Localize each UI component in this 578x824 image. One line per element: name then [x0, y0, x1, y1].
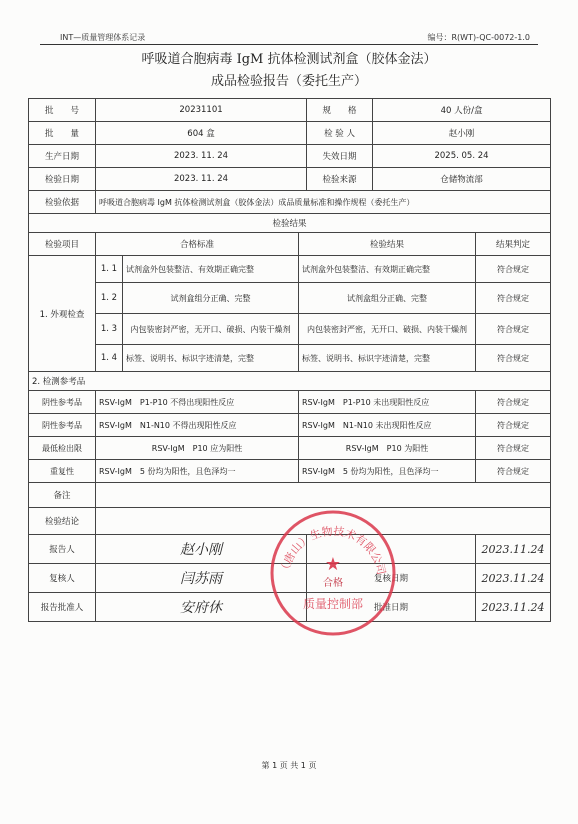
appearance-standard: 试剂盒外包装整洁、有效期正确完整	[123, 256, 299, 283]
row-ref-section	[29, 372, 551, 391]
approve-date-label: 批准日期	[307, 593, 476, 622]
ref-judgement: 符合规定	[476, 460, 551, 483]
col-header-item: 检验项目	[29, 233, 96, 256]
prod-date-label: 生产日期	[29, 145, 96, 168]
batch-value: 20231101	[96, 99, 307, 122]
ref-row	[29, 391, 551, 414]
appearance-judgement: 符合规定	[476, 283, 551, 314]
ref-item: 最低检出限	[29, 437, 96, 460]
appearance-row	[29, 283, 551, 314]
ref-item: 阴性参考品	[29, 414, 96, 437]
document-number: 编号：R(WT)-QC-0072-1.0	[427, 33, 530, 42]
test-date-label: 检验日期	[29, 168, 96, 191]
expiry-label: 失效日期	[307, 145, 373, 168]
batch-label: 批 号	[29, 99, 96, 122]
appearance-standard: 试剂盒组分正确、完整	[123, 283, 299, 314]
appearance-result: 试剂盒组分正确、完整	[299, 283, 476, 314]
qty-label: 批 量	[29, 122, 96, 145]
row-results-header	[29, 233, 551, 256]
approve-date: 2023.11.24	[476, 593, 551, 622]
ref-result: RSV-IgM P1-P10 未出现阳性反应	[299, 391, 476, 414]
appearance-no: 1. 3	[96, 314, 123, 345]
row-results-title	[29, 214, 551, 233]
results-title: 检验结果	[29, 214, 551, 233]
reporter-signature: 赵小刚	[96, 535, 307, 564]
remark-label: 备注	[29, 483, 96, 508]
approver-label: 报告批准人	[29, 593, 96, 622]
appearance-judgement: 符合规定	[476, 256, 551, 283]
appearance-standard: 内包装密封严密，无开口、破损、内装干燥剂	[123, 314, 299, 345]
source-value: 仓储物流部	[373, 168, 551, 191]
ref-standard: RSV-IgM 5 份均为阳性，且色泽均一	[96, 460, 299, 483]
review-date: 2023.11.24	[476, 564, 551, 593]
ref-result: RSV-IgM N1-N10 未出现阳性反应	[299, 414, 476, 437]
page-footer: 第 1 页 共 1 页	[261, 761, 317, 770]
ref-item: 重复性	[29, 460, 96, 483]
appearance-result: 标签、说明书、标识字迹清楚，完整	[299, 345, 476, 372]
page-header	[40, 30, 538, 44]
qty-value: 604 盒	[96, 122, 307, 145]
row-remark	[29, 483, 551, 508]
ref-judgement: 符合规定	[476, 391, 551, 414]
basis-value: 呼吸道合胞病毒 IgM 抗体检测试剂盒（胶体金法）成品质量标准和操作规程（委托生产）	[96, 191, 551, 214]
report-title: 呼吸道合胞病毒 IgM 抗体检测试剂盒（胶体金法）	[141, 52, 437, 67]
prod-date-value: 2023. 11. 24	[96, 145, 307, 168]
appearance-row	[29, 345, 551, 372]
col-header-judgement: 结果判定	[476, 233, 551, 256]
conclusion-label: 检验结论	[29, 508, 96, 535]
appearance-row	[29, 256, 551, 283]
source-label: 检验来源	[307, 168, 373, 191]
reviewer-label: 复核人	[29, 564, 96, 593]
ref-standard: RSV-IgM P10 应为阳性	[96, 437, 299, 460]
appearance-label: 1. 外观检查	[29, 256, 96, 372]
header-divider	[40, 44, 538, 45]
test-date-value: 2023. 11. 24	[96, 168, 307, 191]
spec-label: 规 格	[307, 99, 373, 122]
ref-row	[29, 460, 551, 483]
ref-judgement: 符合规定	[476, 437, 551, 460]
appearance-result: 内包装密封严密，无开口、破损、内装干燥剂	[299, 314, 476, 345]
ref-standard: RSV-IgM P1-P10 不得出现阳性反应	[96, 391, 299, 414]
ref-section-title: 2. 检测参考品	[29, 372, 551, 391]
remark-value	[96, 483, 551, 508]
row-basis	[29, 191, 551, 214]
ref-result: RSV-IgM P10 为阳性	[299, 437, 476, 460]
ref-row	[29, 414, 551, 437]
appearance-no: 1. 1	[96, 256, 123, 283]
expiry-value: 2025. 05. 24	[373, 145, 551, 168]
col-header-result: 检验结果	[299, 233, 476, 256]
appearance-judgement: 符合规定	[476, 314, 551, 345]
quality-control-stamp	[268, 508, 398, 638]
col-header-standard: 合格标准	[96, 233, 299, 256]
review-date-label: 复核日期	[307, 564, 476, 593]
appearance-row	[29, 314, 551, 345]
header-left: INT—质量管理体系记录	[60, 33, 146, 42]
spec-value: 40 人份/盒	[373, 99, 551, 122]
ref-row	[29, 437, 551, 460]
appearance-no: 1. 2	[96, 283, 123, 314]
row-qty	[29, 122, 551, 145]
report-date: 2023.11.24	[476, 535, 551, 564]
ref-judgement: 符合规定	[476, 414, 551, 437]
ref-item: 阴性参考品	[29, 391, 96, 414]
basis-label: 检验依据	[29, 191, 96, 214]
row-dates	[29, 145, 551, 168]
appearance-no: 1. 4	[96, 345, 123, 372]
ref-result: RSV-IgM 5 份均为阳性，且色泽均一	[299, 460, 476, 483]
reviewer-signature: 闫苏雨	[96, 564, 307, 593]
stamp-center-text: 合格	[323, 578, 343, 589]
stamp-arc-text: （唐山）生物技术有限公司	[278, 524, 388, 577]
stamp-star-icon: ★	[324, 554, 342, 575]
appearance-standard: 标签、说明书、标识字迹清楚，完整	[123, 345, 299, 372]
inspector-label: 检 验 人	[307, 122, 373, 145]
reporter-label: 报告人	[29, 535, 96, 564]
appearance-judgement: 符合规定	[476, 345, 551, 372]
ref-standard: RSV-IgM N1-N10 不得出现阳性反应	[96, 414, 299, 437]
row-batch	[29, 99, 551, 122]
row-test-date	[29, 168, 551, 191]
appearance-result: 试剂盒外包装整洁、有效期正确完整	[299, 256, 476, 283]
report-subtitle: 成品检验报告（委托生产）	[210, 74, 367, 89]
inspector-value: 赵小刚	[373, 122, 551, 145]
approver-signature: 安府休	[96, 593, 307, 622]
stamp-bottom-text: 质量控制部	[302, 597, 364, 611]
